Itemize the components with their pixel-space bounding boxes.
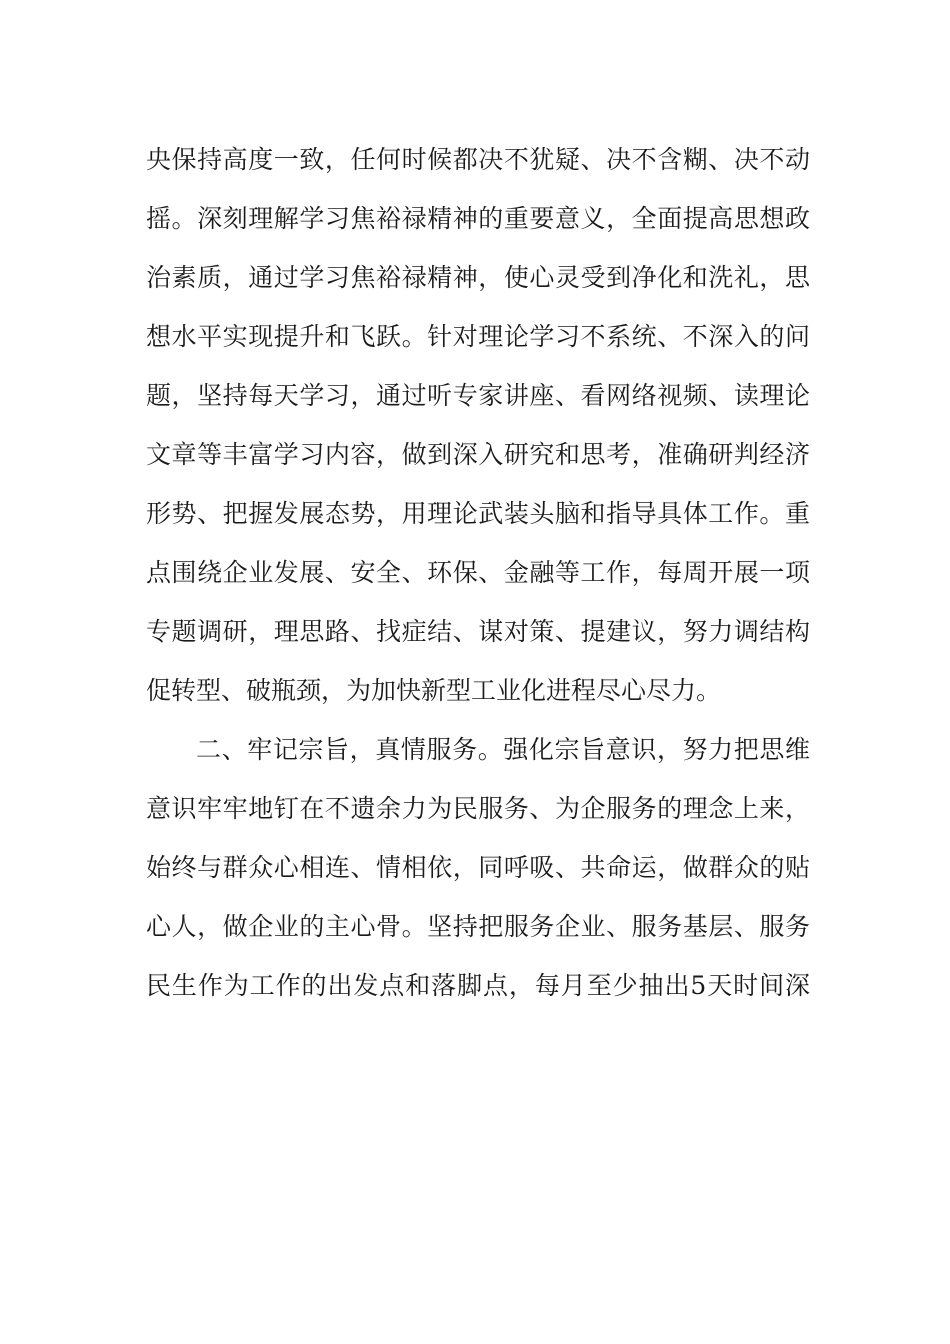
paragraph-end-line: 促转型、破瓶颈，为加快新型工业化进程尽心尽力。: [146, 676, 722, 705]
text-line: 心人，做企业的主心骨。坚持把服务企业、服务基层、服务: [146, 912, 810, 941]
text-line: 始终与群众心相连、情相依，同呼吸、共命运，做群众的贴: [146, 853, 810, 882]
text-line: 治素质，通过学习焦裕禄精神，使心灵受到净化和洗礼，思: [146, 263, 810, 292]
text-line: 央保持高度一致，任何时候都决不犹疑、决不含糊、决不动: [146, 145, 810, 174]
text-line: 形势、把握发展态势，用理论武装头脑和指导具体工作。重: [146, 499, 810, 528]
text-line: 意识牢牢地钉在不遗余力为民服务、为企服务的理念上来，: [146, 794, 810, 823]
paragraph-start-line: 二、牢记宗旨，真情服务。强化宗旨意识，努力把思维: [196, 735, 810, 764]
text-line: 点围绕企业发展、安全、环保、金融等工作，每周开展一项: [146, 558, 810, 587]
text-line: 专题调研，理思路、找症结、谋对策、提建议，努力调结构: [146, 617, 810, 646]
text-line: 摇。深刻理解学习焦裕禄精神的重要意义，全面提高思想政: [146, 204, 810, 233]
text-line: 题，坚持每天学习，通过听专家讲座、看网络视频、读理论: [146, 381, 810, 410]
text-line: 文章等丰富学习内容，做到深入研究和思考，准确研判经济: [146, 440, 810, 469]
text-line: 民生作为工作的出发点和落脚点，每月至少抽出5天时间深: [146, 971, 810, 1000]
document-body: [146, 130, 810, 1015]
text-line: 想水平实现提升和飞跃。针对理论学习不系统、不深入的问: [146, 322, 810, 351]
